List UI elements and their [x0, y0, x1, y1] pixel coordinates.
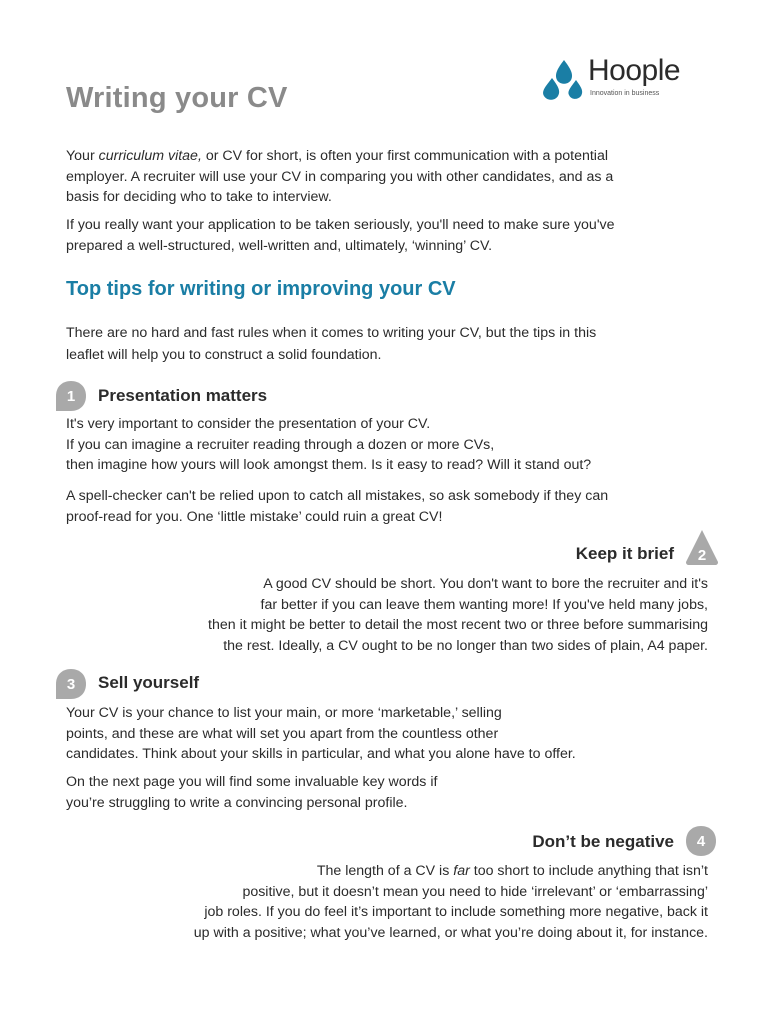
logo-drops-icon [540, 58, 588, 102]
tip-1-paragraph-2: A spell-checker can't be relied upon to catch all mistakes, so ask somebody if they can proof-read for you. One ‘little mistake’ could ruin a great CV! [66, 488, 609, 525]
intro-paragraph-1: Your curriculum vitae, or CV for short, is often your first communication with a potential employer. A recruiter will use your CV in comparing you with other candidates, and as a basis for deciding who to take to interview. [66, 148, 614, 205]
intro-paragraph-2: If you really want your application to be taken seriously, you'll need to make sure you've prepared a well-structured, well-written and, ultimately, ‘winning’ CV. [66, 217, 615, 254]
tip-4-badge: 4 [684, 824, 718, 858]
tip-2-badge: 2 [684, 528, 720, 566]
tip-3-paragraph-2: On the next page you will find some invaluable key words if you’re struggling to write a convincing personal profile. [66, 774, 438, 811]
tip-3-paragraph-1: Your CV is your chance to list your main, or more ‘marketable,’ selling points, and these are what will set you apart from the countless other candidates. Think about your skills in particular, and what you alone have to offer. [66, 705, 576, 762]
section-intro: There are no hard and fast rules when it comes to writing your CV, but the tips in this leaflet will help you to construct a solid foundation. [66, 325, 597, 363]
section-heading: Top tips for writing or improving your CV [66, 278, 456, 300]
tip-1-badge: 1 [54, 379, 88, 413]
tip-1-paragraph-1: It's very important to consider the presentation of your CV. If you can imagine a recruiter reading through a dozen or more CVs, then imagine how yours will look amongst them. Is it easy to read? Will it stand out? [66, 416, 592, 473]
tip-3-title: Sell yourself [98, 673, 200, 692]
tip-1-title: Presentation matters [98, 386, 268, 405]
logo-tagline: Innovation in business [590, 90, 660, 97]
tip-4-title: Don’t be negative [532, 832, 674, 851]
tip-4-paragraph: The length of a CV is far too short to include anything that isn’t positive, but it doesn’t mean you need to hide ‘irrelevant’ or ‘embarrassing’ job roles. If you do feel it’s important to include something more negative, back it up with a positive; what you’ve learned, or what you’re doing about it, for instance. [193, 863, 708, 941]
tip-2-title: Keep it brief [575, 544, 674, 563]
logo-wordmark: Hoople [588, 54, 681, 87]
tip-3-badge: 3 [54, 667, 88, 701]
hoople-logo [540, 54, 710, 104]
page-title: Writing your CV [66, 82, 288, 114]
tip-2-paragraph: A good CV should be short. You don't want to bore the recruiter and it's far better if you can leave them wanting more! If you've held many jobs, then it might be better to detail the most recent two or three before summarising the rest. Ideally, a CV ought to be no longer than two sides of plain, A4 paper. [208, 576, 708, 654]
